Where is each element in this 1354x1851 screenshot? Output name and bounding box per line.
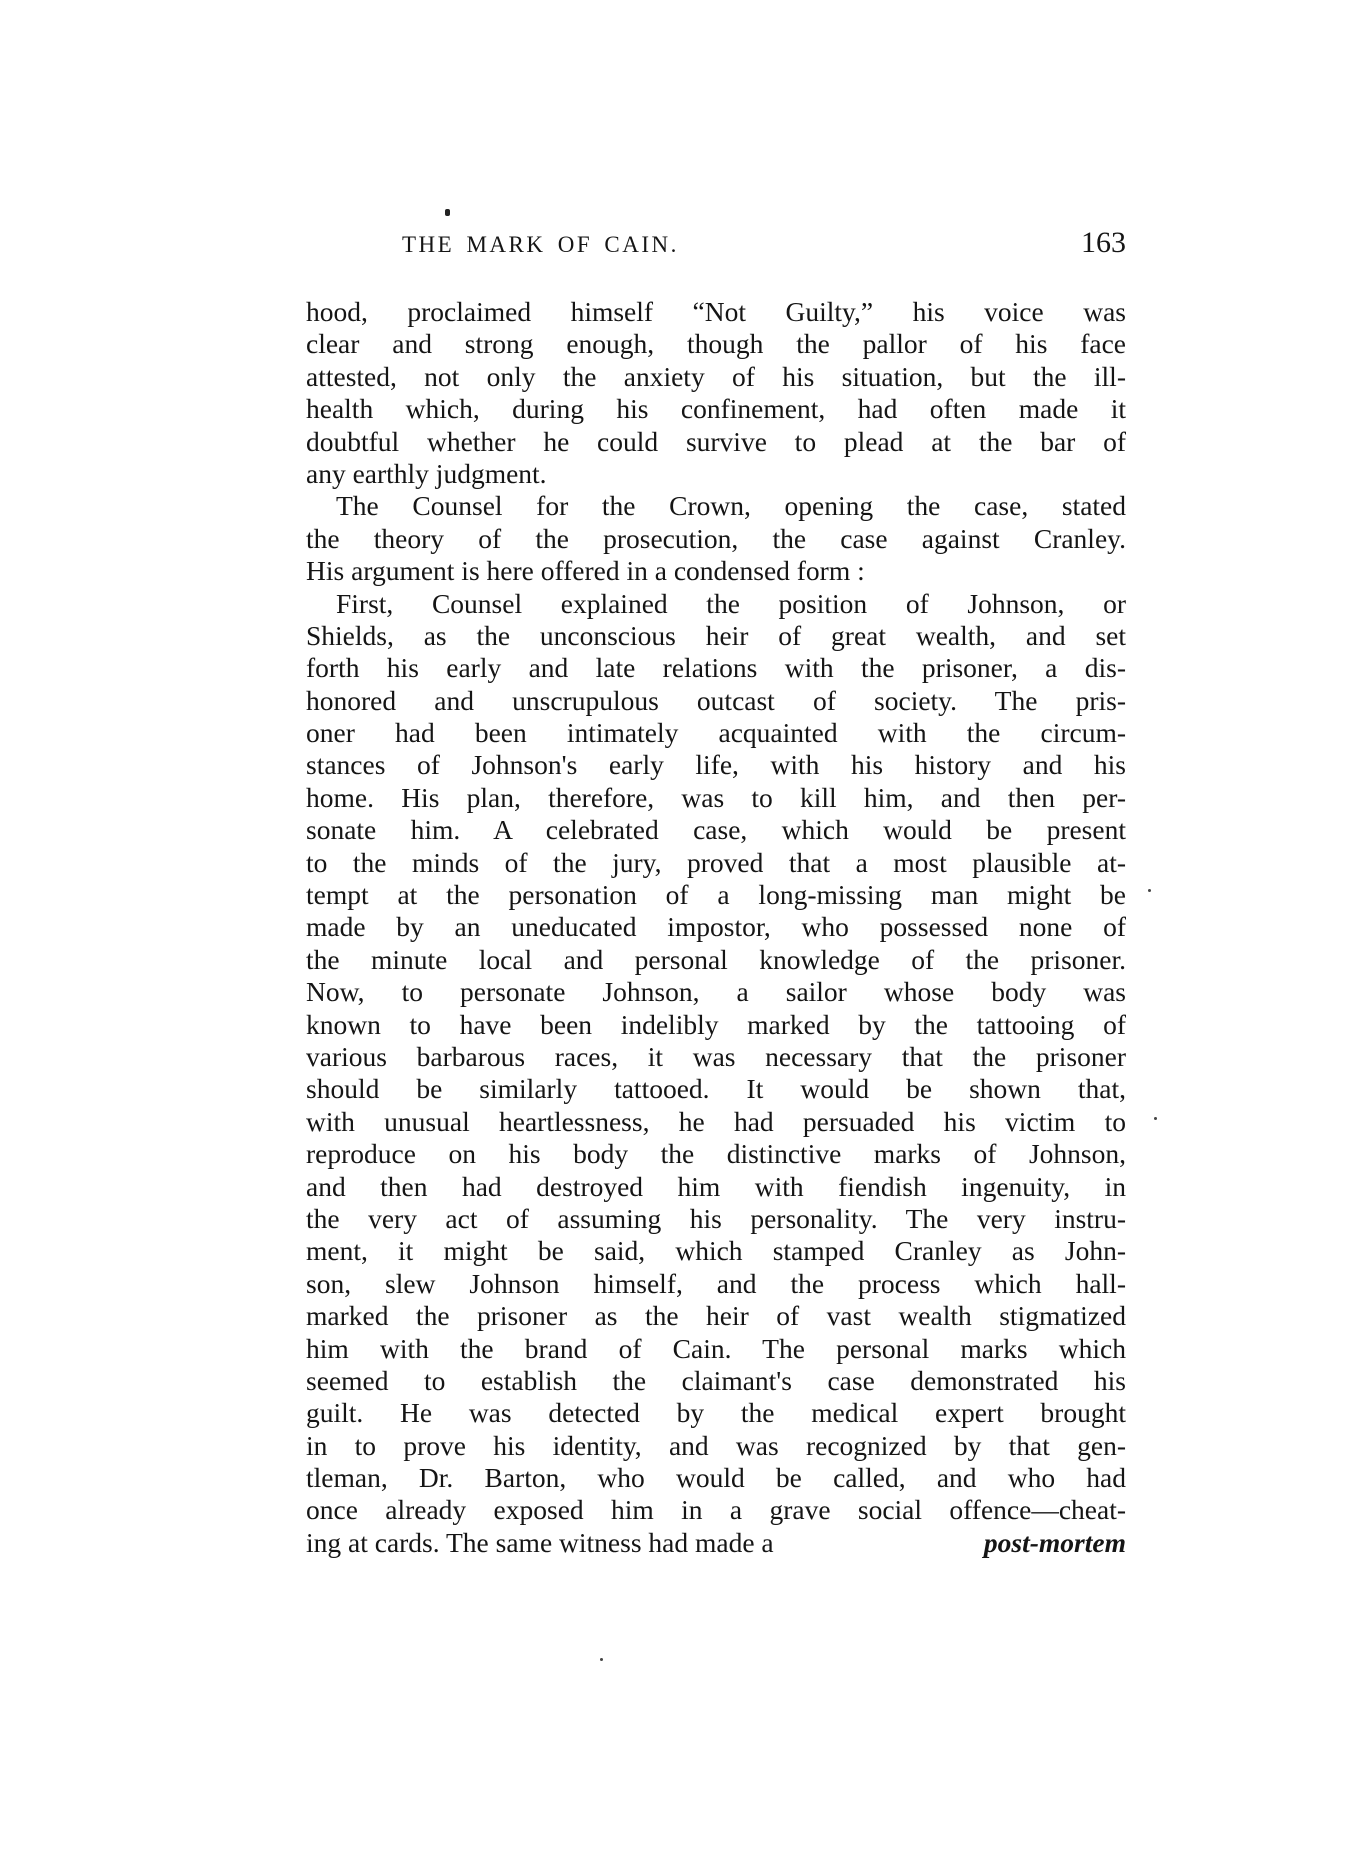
- text-line: clear and strong enough, though the pallor of his face: [306, 328, 1126, 360]
- page-header: [306, 226, 1126, 274]
- text-line: stances of Johnson's early life, with his history and his: [306, 749, 1126, 781]
- text-line: the theory of the prosecution, the case against Cranley.: [306, 522, 1126, 554]
- text-line: doubtful whether he could survive to plead at the bar of: [306, 425, 1126, 457]
- text-line: honored and unscrupulous outcast of society. The pris-: [306, 684, 1126, 716]
- text-line: reproduce on his body the distinctive marks of Johnson,: [306, 1138, 1126, 1170]
- text-line: attested, not only the anxiety of his situation, but the ill-: [306, 360, 1126, 392]
- text-line: Shields, as the unconscious heir of great wealth, and set: [306, 619, 1126, 651]
- text-line: once already exposed him in a grave social offence—cheat-: [306, 1494, 1126, 1526]
- text-line: The Counsel for the Crown, opening the case, stated: [336, 490, 1126, 522]
- page-number: 163: [1081, 226, 1126, 259]
- text-line: to the minds of the jury, proved that a most plausible at-: [306, 846, 1126, 878]
- text-line: and then had destroyed him with fiendish ingenuity, in: [306, 1170, 1126, 1202]
- text-line: seemed to establish the claimant's case demonstrated his: [306, 1364, 1126, 1396]
- text-line: him with the brand of Cain. The personal marks which: [306, 1332, 1126, 1364]
- text-line: sonate him. A celebrated case, which would be present: [306, 814, 1126, 846]
- text-line: known to have been indelibly marked by the tattooing of: [306, 1008, 1126, 1040]
- last-line-text: ing at cards. The same witness had made a: [306, 1526, 774, 1558]
- text-line: the very act of assuming his personality. The very instru-: [306, 1202, 1126, 1234]
- body-text: [306, 296, 1126, 1559]
- text-line: tleman, Dr. Barton, who would be called, and who had: [306, 1462, 1126, 1494]
- text-line: home. His plan, therefore, was to kill him, and then per-: [306, 781, 1126, 813]
- text-line: son, slew Johnson himself, and the process which hall-: [306, 1267, 1126, 1299]
- text-line: ment, it might be said, which stamped Cranley as John-: [306, 1235, 1126, 1267]
- text-line: with unusual heartlessness, he had persuaded his victim to: [306, 1105, 1126, 1137]
- text-line: hood, proclaimed himself “Not Guilty,” his voice was: [306, 296, 1126, 327]
- text-line: forth his early and late relations with the prisoner, a dis-: [306, 652, 1126, 684]
- text-line: should be similarly tattooed. It would be shown that,: [306, 1073, 1126, 1105]
- text-line: various barbarous races, it was necessary that the prisoner: [306, 1040, 1126, 1072]
- text-line-last: [306, 1527, 1126, 1559]
- text-line: tempt at the personation of a long-missing man might be: [306, 879, 1126, 911]
- text-line: marked the prisoner as the heir of vast wealth stigmatized: [306, 1300, 1126, 1332]
- text-line: health which, during his confinement, had often made it: [306, 393, 1126, 425]
- text-line: any earthly judgment.: [306, 457, 547, 489]
- paper-speck: [1154, 1117, 1157, 1120]
- running-title: THE MARK OF CAIN.: [402, 232, 679, 257]
- text-line: in to prove his identity, and was recognized by that gen-: [306, 1429, 1126, 1461]
- text-line: First, Counsel explained the position of Johnson, or: [336, 587, 1126, 619]
- text-line: oner had been intimately acquainted with the circum-: [306, 717, 1126, 749]
- text-line: the minute local and personal knowledge of the prisoner.: [306, 943, 1126, 975]
- text-line: His argument is here offered in a condensed form :: [306, 555, 865, 587]
- text-line: guilt. He was detected by the medical expert brought: [306, 1397, 1126, 1429]
- text-line: made by an uneducated impostor, who possessed none of: [306, 911, 1126, 943]
- text-line: Now, to personate Johnson, a sailor whose body was: [306, 976, 1126, 1008]
- printer-mark: [445, 209, 450, 216]
- italic-term: post-mortem: [983, 1526, 1126, 1558]
- paper-speck: [1148, 889, 1151, 892]
- paper-speck: [600, 1658, 603, 1661]
